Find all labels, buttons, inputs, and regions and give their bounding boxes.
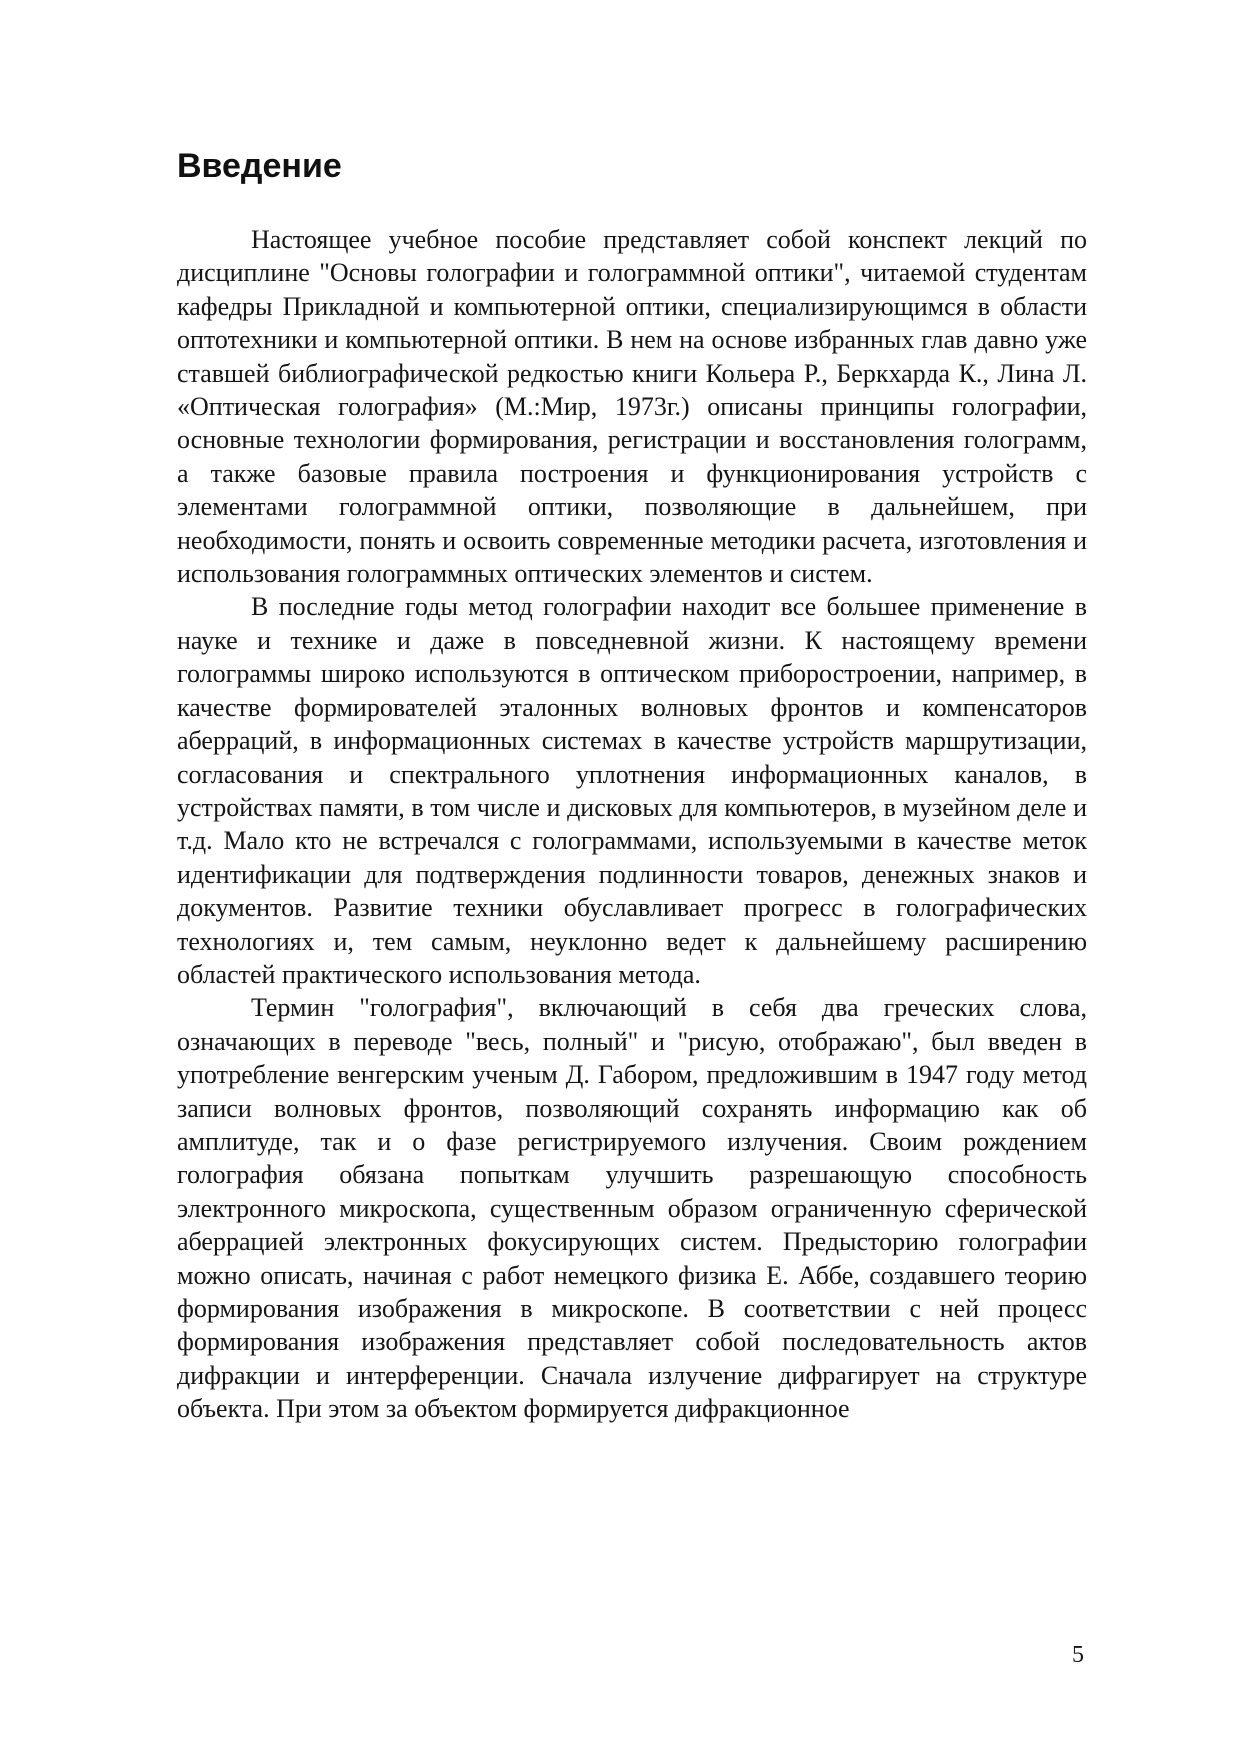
page-number: 5 (1072, 1642, 1084, 1668)
body-text (177, 223, 1087, 1426)
paragraph: Термин "голография", включающий в себя два греческих слова, означающих в переводе "весь, полный" и "рисую, отображаю", был введен в употребление венгерским ученым Д. Габором, предложившим в 1947 году метод записи волновых фронтов, позволяющий сохранять информацию как об амплитуде, так и о фазе регистрируемого излучения. Своим рождением голография обязана попыткам улучшить разрешающую способность электронного микроскопа, существенным образом ограниченную сферической аберрацией электронных фокусирующих систем. Предысторию голографии можно описать, начиная с работ немецкого физика Е. Аббе, создавшего теорию формирования изображения в микроскопе. В соответствии с ней процесс формирования изображения представляет собой последовательность актов дифракции и интерференции. Сначала излучение дифрагирует на структуре объекта. При этом за объектом формируется дифракционное (177, 993, 1087, 1424)
paragraph: Настоящее учебное пособие представляет собой конспект лекций по дисциплине "Основы голографии и голограммной оптики", читаемой студентам кафедры Прикладной и компьютерной оптики, специализирующимся в области оптотехники и компьютерной оптики. В нем на основе избранных глав давно уже ставшей библиографической редкостью книги Кольера Р., Беркхарда К., Лина Л. «Оптическая голография» (М.:Мир, 1973г.) описаны принципы голографии, основные технологии формирования, регистрации и восстановления голограмм, а также базовые правила построения и функционирования устройств с элементами голограммной оптики, позволяющие в дальнейшем, при необходимости, понять и освоить современные методики расчета, изготовления и использования голограммных оптических элементов и систем. (177, 225, 1087, 589)
page-title: Введение (177, 147, 342, 185)
paragraph: В последние годы метод голографии находит все большее применение в науке и технике и даже в повседневной жизни. К настоящему времени голограммы широко используются в оптическом приборостроении, например, в качестве формирователей эталонных волновых фронтов и компенсаторов аберраций, в информационных системах в качестве устройств маршрутизации, согласования и спектрального уплотнения информационных каналов, в устройствах памяти, в том числе и дисковых для компьютеров, в музейном деле и т.д. Мало кто не встречался с голограммами, используемыми в качестве меток идентификации для подтверждения подлинности товаров, денежных знаков и документов. Развитие техники обуславливает прогресс в голографических технологиях и, тем самым, неуклонно ведет к дальнейшему расширению областей практического использования метода. (177, 592, 1087, 989)
